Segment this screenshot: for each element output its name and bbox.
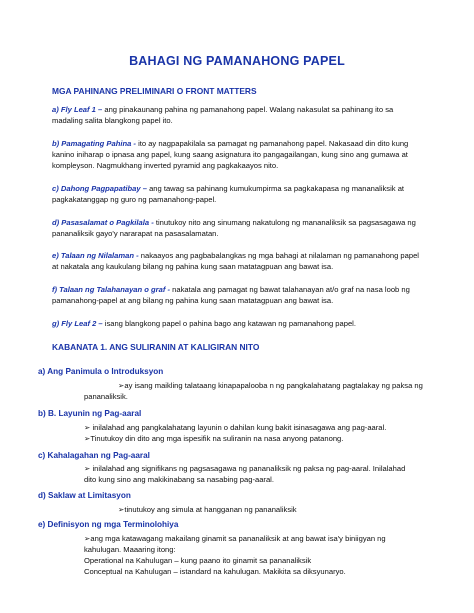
front-matter-item: f) Talaan ng Talahanayan o graf - nakatala ang pamagat ng bawat talahanayan at/o graf na nasa loob ng pamanahong-papel at ang bilang ng pahina kung saan matatagpuan ang bawat isa. (52, 285, 410, 305)
chapter-item-title: b) B. Layunin ng Pag-aaral (38, 409, 142, 418)
front-matter-item: c) Dahong Pagpapatibay – ang tawag sa pahinang kumukumpirma sa pagkakapasa ng mananaliksik at pagkakatanggap ng guro ng pamanahong-papel. (52, 184, 405, 204)
chapter-item-title: e) Definisyon ng mga Terminolohiya (38, 520, 179, 529)
chapter-heading: KABANATA 1. ANG SULIRANIN AT KALIGIRAN NITO (52, 342, 260, 352)
chapter-item-body: ➢ inilalahad ang pangkalahatang layunin o dahilan kung bakit isinasagawa ang pag-aaral. ➢Tinutukoy din dito ang mga ispesifik na suliranin na nasa anyong patanong. (84, 423, 387, 443)
chapter-item-title: a) Ang Panimula o Introduksyon (38, 367, 164, 376)
front-matter-item: b) Pamagating Pahina - ito ay nagpapakilala sa pamagat ng pamanahong papel. Nakasaad din dito kung kanino iniharap o ipnasa ang papel, kung saang asignatura ito pangagailangan, kung sino ang gumawa at kompleyson. Nagmukhang inverted pyramid ang pagkakaayos nito. (52, 139, 409, 170)
front-matter-item: d) Pasasalamat o Pagkilala - tinutukoy nito ang sinumang nakatulong ng mananaliksik sa pagsasagawa ng pananaliksik gayo'y nararapat na pasasalamatan. (52, 218, 416, 238)
chapter-item-body: ➢tinutukoy ang simula at hangganan ng pananaliksik (118, 505, 297, 514)
chapter-item-body: ➢ang mga katawagang makailang ginamit sa pananaliksik at ang bawat isa'y biniigyan ng kahulugan. Maaaring itong: Operational na Kahulugan – kung paano ito ginamit sa pananaliksik Conceptual na Kahulugan – istandard na kahulugan. Makikita sa diksyunaryo. (84, 534, 386, 576)
front-matter-item: e) Talaan ng Nilalaman - nakaayos ang pagbabalangkas ng mga bahagi at nilalaman ng pamanahong papel at nakatala ang kaukulang bilang ng pahina kung saan matatagpuan ang bawat isa. (52, 251, 419, 271)
chapter-item-body: ➢ay isang maikling talataang kinapapalooba n ng pangkalahatang pagtalakay ng paksa ng pananaliksik. (84, 381, 423, 401)
chapter-item-body: ➢ inilalahad ang signifikans ng pagsasagawa ng pananaliksik ng paksa ng pag-aaral. Inilalahad dito kung sino ang makikinabang sa nasabing pag-aaral. (84, 464, 406, 484)
chapter-item-title: c) Kahalagahan ng Pag-aaral (38, 451, 150, 460)
chapter-item-title: d) Saklaw at Limitasyon (38, 491, 131, 500)
document-title: BAHAGI NG PAMANAHONG PAPEL (129, 54, 345, 68)
front-matter-item: a) Fly Leaf 1 – ang pinakaunang pahina ng pamanahong papel. Walang nakasulat sa pahinang ito sa madaling salita blangkong papel ito. (52, 105, 394, 125)
preliminary-heading: MGA PAHINANG PRELIMINARI O FRONT MATTERS (52, 86, 257, 96)
front-matter-item: g) Fly Leaf 2 – isang blangkong papel o pahina bago ang katawan ng pamanahong papel. (52, 319, 356, 328)
